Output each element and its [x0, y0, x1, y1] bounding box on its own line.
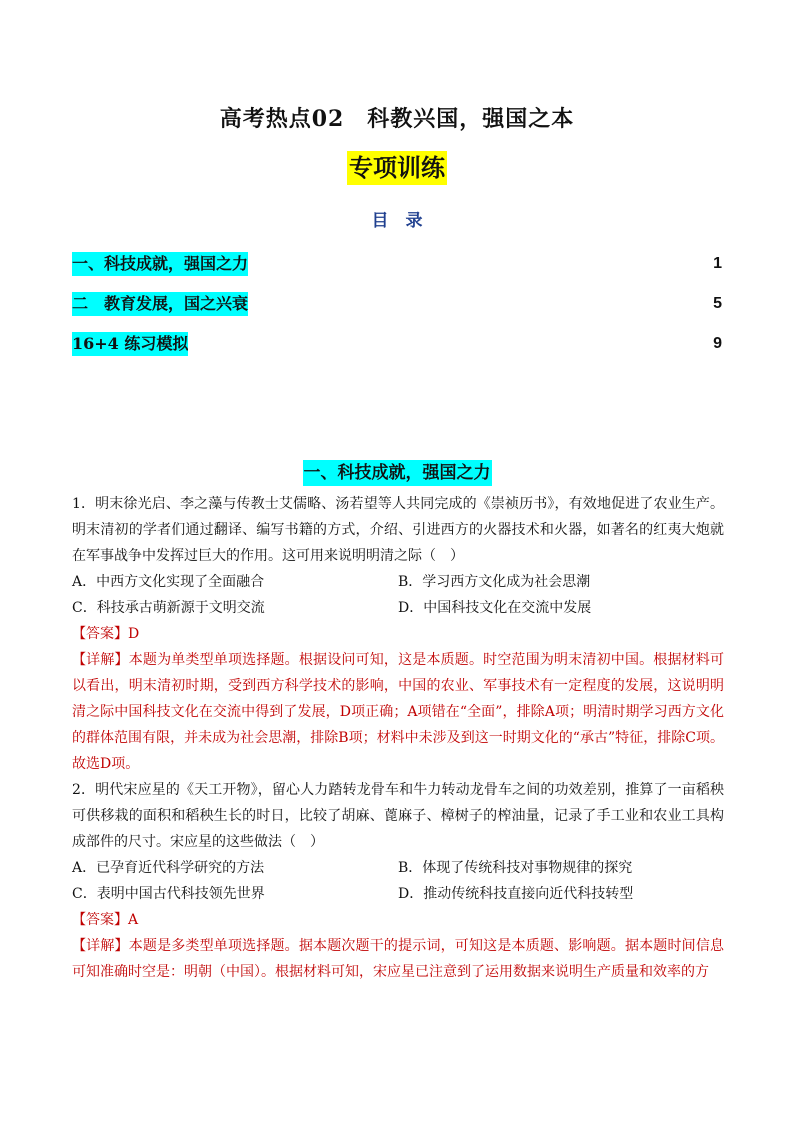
answer-tag: 【答案】 — [72, 912, 128, 928]
question-2-stem: 2．明代宋应星的《天工开物》，留心人力踏转龙骨车和牛力转动龙骨车之间的功效差别，推算了一亩稻秧可供移栽的面积和稻秧生长的时日，比较了胡麻、蓖麻子、樟树子的榨油量，记录了手工业和农业工具构成部件的尺寸。宋应星的这些做法（ ） — [72, 782, 724, 850]
option-a: A．已孕育近代科学研究的方法 — [72, 860, 265, 876]
toc-item-label: 二 教育发展，国之兴衰 — [72, 292, 248, 316]
toc-item-page: 5 — [713, 295, 722, 312]
toc-item-1[interactable] — [72, 252, 722, 278]
option-b: B．学习西方文化成为社会思潮 — [398, 574, 591, 590]
toc-item-2[interactable] — [72, 292, 722, 318]
option-c: C．表明中国古代科技领先世界 — [72, 886, 265, 902]
toc-item-label: 一、科技成就，强国之力 — [72, 252, 248, 276]
option-d: D．推动传统科技直接向近代科技转型 — [398, 886, 634, 902]
toc-item-page: 9 — [713, 335, 722, 352]
option-d: D．中国科技文化在交流中发展 — [398, 600, 592, 616]
detail-text: 本题是多类型单项选择题。据本题次题干的提示词，可知这是本质题、影响题。据本题时间信息可知准确时空是：明朝（中国）。根据材料可知，宋应星已注意到了运用数据来说明生产质量和效率的方 — [72, 938, 725, 980]
question-2-options — [72, 855, 724, 907]
toc-heading: 目 录 — [371, 211, 423, 231]
detail-paragraph — [72, 933, 724, 985]
detail-tag: 【详解】 — [72, 938, 129, 954]
option-c: C．科技承古萌新源于文明交流 — [72, 600, 265, 616]
toc-item-page: 1 — [713, 255, 722, 272]
question-content — [72, 491, 724, 985]
detail-paragraph — [72, 647, 724, 777]
option-b: B．体现了传统科技对事物规律的探究 — [398, 860, 633, 876]
answer-line — [72, 621, 724, 647]
document-subtitle: 专项训练 — [347, 151, 447, 185]
detail-text: 本题为单类型单项选择题。根据设问可知，这是本质题。时空范围为明末清初中国。根据材料可以看出，明末清初时期，受到西方科学技术的影响，中国的农业、军事技术有一定程度的发展，这说明明清之际中国科技文化在交流中得到了发展，D项正确；A项错在“全面”，排除A项；明清时期学习西方文化的群体范围有限，并未成为社会思潮，排除B项；材料中未涉及到这一时期文化的“承古”特征，排除C项。故选D项。 — [72, 652, 725, 772]
answer-value: D — [128, 626, 140, 642]
option-a: A．中西方文化实现了全面融合 — [72, 574, 265, 590]
answer-value: A — [128, 912, 139, 928]
section-heading: 一、科技成就，强国之力 — [303, 460, 492, 486]
toc-item-label: 16+4 练习模拟 — [72, 332, 188, 356]
question-1-options — [72, 569, 724, 621]
toc-item-3[interactable] — [72, 332, 722, 358]
answer-tag: 【答案】 — [72, 626, 128, 642]
document-title: 高考热点02 科教兴国，强国之本 — [219, 106, 575, 132]
detail-tag: 【详解】 — [72, 652, 129, 668]
answer-line — [72, 907, 724, 933]
question-1-stem: 1．明末徐光启、李之藻与传教士艾儒略、汤若望等人共同完成的《崇祯历书》，有效地促进了农业生产。明末清初的学者们通过翻译、编写书籍的方式，介绍、引进西方的火器技术和火器，如著名的红夷大炮就在军事战争中发挥过巨大的作用。这可用来说明明清之际（ ） — [72, 496, 724, 564]
